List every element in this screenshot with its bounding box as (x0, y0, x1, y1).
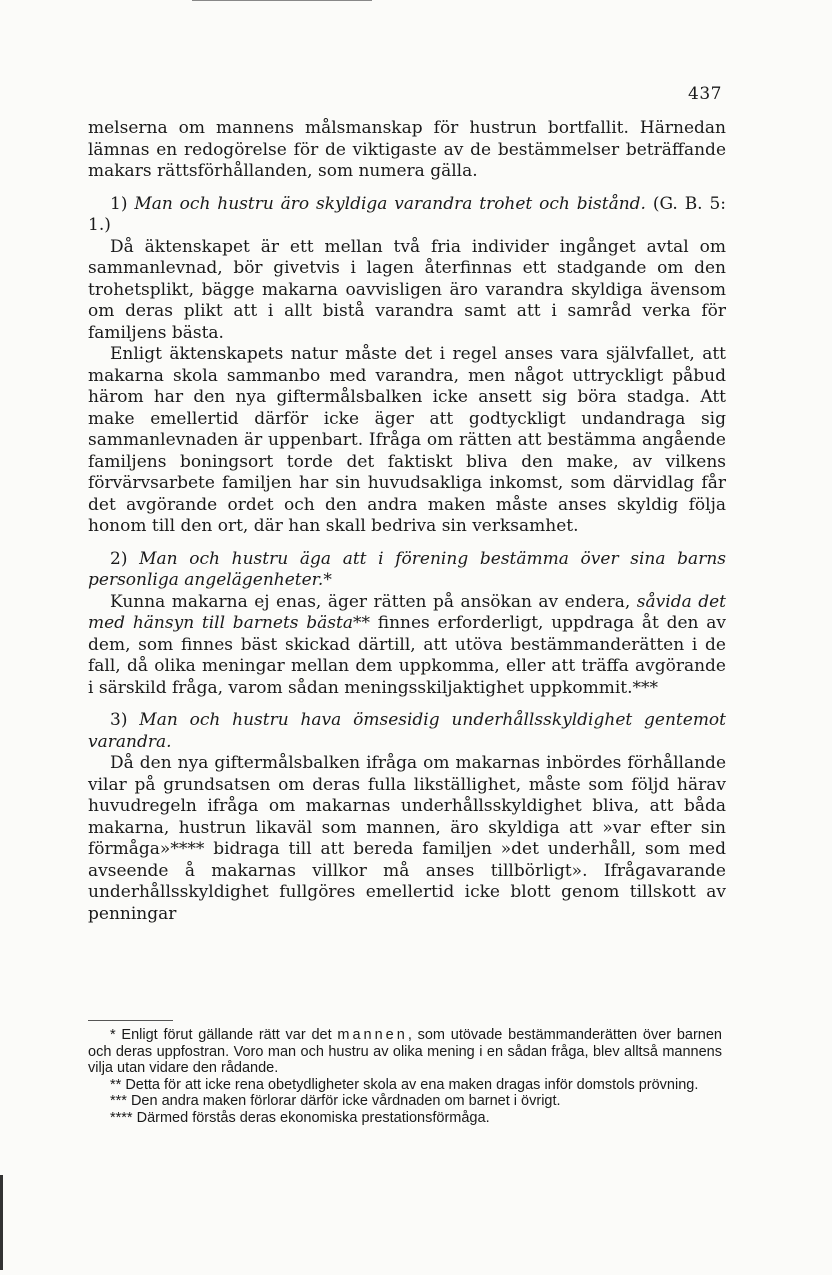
text-run: , som utövade bestämmanderätten över barnen och deras uppfostran. Voro man och hustru av olika mening i en sådan fråga, blev alltså mannens vilja utan vidare den rådande. (88, 1027, 723, 1076)
footnotes (88, 1027, 722, 1126)
text-run: Kunna makarna ej enas, äger rätten på ansökan av endera, (110, 591, 637, 612)
section-heading-3 (88, 710, 726, 753)
italic-text: Man och hustru äro skyldiga varandra trohet och bistånd. (134, 193, 646, 214)
paragraph (88, 237, 726, 345)
text-run: ** finnes erforderligt, uppdraga åt den av dem, som finnes bäst skickad därtill, att utöva bestämmanderätten i de fall, då olika meningar mellan dem uppkomma, eller att träffa avgörande i särskild fråga, varom sådan meningsskiljaktighet uppkommit.*** (88, 613, 726, 698)
text-run: Enligt äktenskapets natur måste det i regel anses vara självfallet, att makarna skola sammanbo med varandra, men något uttryckligt påbud härom har den nya giftermålsbalken icke ansett sig böra stadga. Att make emellertid därför icke äger att godtyckligt undandraga sig sammanlevnaden är uppenbart. Ifråga om rätten att bestämma angående familjens boningsort torde det faktiskt bliva den make, av vilkens förvärvsarbete familjen har sin huvudsakliga inkomst, som därvidlag får det avgörande ordet och den andra maken måste anses skyldig följa honom till den ort, där han skall bedriva sin verksamhet. (88, 344, 726, 536)
spaced-text: mannen (337, 1027, 408, 1043)
text-run: ** Detta för att icke rena obetydligheter skola av ena maken dragas inför domstols prövning. (110, 1076, 699, 1093)
text-run: *** Den andra maken förlorar därför icke vårdnaden om barnet i övrigt. (110, 1093, 561, 1109)
footnote (88, 1027, 722, 1077)
text-run: Då äktenskapet är ett mellan två fria individer ingånget avtal om sammanlevnad, bör givetvis i lagen återfinnas ett stadgande om den trohetsplikt, bägge makarna oavvisligen äro varandra skyldiga ävensom om deras plikt att i allt bistå varandra samt att i samråd verka för familjens bästa. (88, 236, 726, 343)
paragraph (88, 592, 726, 700)
text-run: (G. B. 5: 1.) (88, 193, 726, 235)
italic-text: Man och hustru hava ömsesidig underhållsskyldighet gentemot varandra. (88, 710, 726, 752)
top-rule (192, 0, 372, 1)
text-run: * Enligt förut gällande rätt var det (110, 1027, 338, 1043)
text-run: Då den nya giftermålsbalken ifråga om makarnas inbördes förhållande vilar på grundsatsen om deras fulla likställighet, måste som följd härav huvudregeln ifråga om makarnas underhållsskyldighet bliva, att båda makarna, hustrun likaväl som mannen, äro skyldiga att »var efter sin förmåga»**** bidraga till att bereda familjen »det underhåll, som med avseende å makarnas villkor må anses tillbörligt». Ifrågavarande underhållsskyldighet fullgöres emellertid icke blott genom tillskott av penningar (88, 753, 726, 924)
italic-text: såvida det med hänsyn till barnets bästa (88, 591, 726, 633)
page-number: 437 (688, 84, 722, 104)
text-run: 1) (110, 193, 135, 214)
text-run: 3) (110, 710, 140, 730)
paragraph (88, 753, 726, 925)
paragraph-intro (88, 118, 726, 183)
text-run: * (323, 570, 332, 590)
paragraph (88, 344, 726, 538)
page-edge-shadow (0, 1175, 3, 1270)
footnote (88, 1110, 722, 1127)
text-run: melserna om mannens målsmanskap för hustrun bortfallit. Härnedan lämnas en redogörelse för de viktigaste av de bestämmelser beträffande makars rättsförhållanden, som numera gälla. (88, 118, 726, 181)
section-heading-2 (88, 549, 726, 592)
footnote-separator (88, 1020, 173, 1021)
italic-text: Man och hustru äga att i förening bestämma över sina barns personliga angelägenheter. (88, 548, 726, 590)
section-heading-1 (88, 194, 726, 237)
text-run: 2) (110, 548, 140, 569)
text-run: **** Därmed förstås deras ekonomiska prestationsförmåga. (110, 1109, 490, 1126)
main-text (88, 118, 726, 925)
footnote (88, 1093, 722, 1110)
footnote (88, 1077, 722, 1094)
